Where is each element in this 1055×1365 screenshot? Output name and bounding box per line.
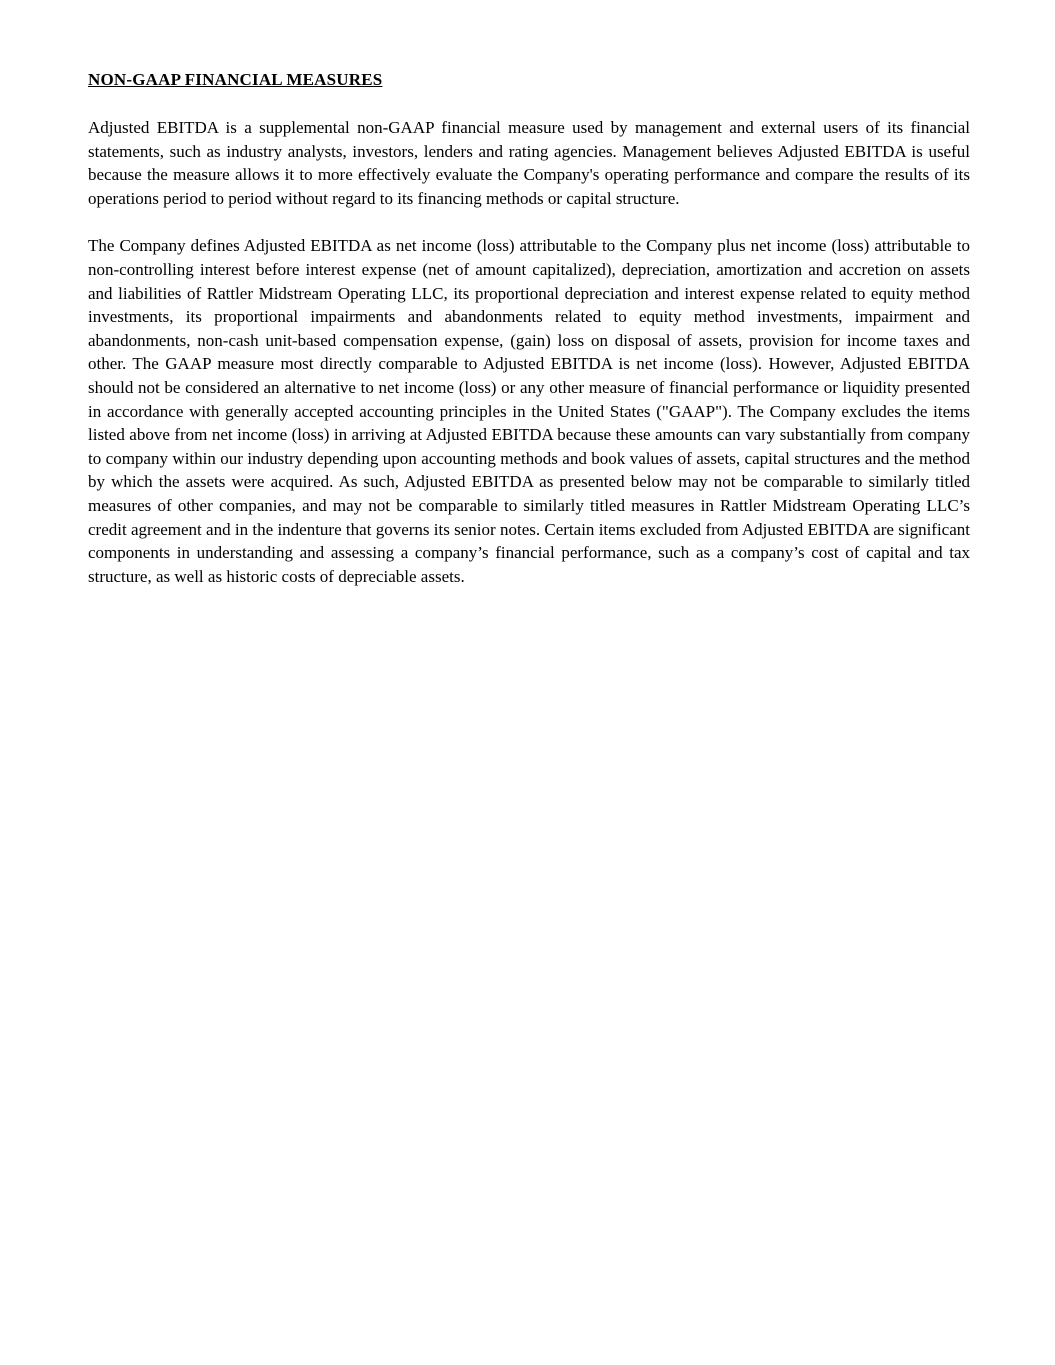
page-title: NON-GAAP FINANCIAL MEASURES — [88, 70, 383, 89]
paragraph-adjusted-ebitda-definition: The Company defines Adjusted EBITDA as net income (loss) attributable to the Company plus net income (loss) attributable to non-controlling interest before interest expense (net of amount capitalized), depreciation, amortization and accretion on assets and liabilities of Rattler Midstream Operating LLC, its proportional depreciation and interest expense related to equity method investments, its proportional impairments and abandonments related to equity method investments, impairment and abandonments, non-cash unit-based compensation expense, (gain) loss on disposal of assets, provision for income taxes and other. The GAAP measure most directly comparable to Adjusted EBITDA is net income (loss). However, Adjusted EBITDA should not be considered an alternative to net income (loss) or any other measure of financial performance or liquidity presented in accordance with generally accepted accounting principles in the United States ("GAAP"). The Company excludes the items listed above from net income (loss) in arriving at Adjusted EBITDA because these amounts can vary substantially from company to company within our industry depending upon accounting methods and book values of assets, capital structures and the method by which the assets were acquired. As such, Adjusted EBITDA as presented below may not be comparable to similarly titled measures of other companies, and may not be comparable to similarly titled measures in Rattler Midstream Operating LLC’s credit agreement and in the indenture that governs its senior notes. Certain items excluded from Adjusted EBITDA are significant components in understanding and assessing a company’s financial performance, such as a company’s cost of capital and tax structure, as well as historic costs of depreciable assets. — [88, 236, 970, 586]
paragraph-adjusted-ebitda-overview: Adjusted EBITDA is a supplemental non-GAAP financial measure used by management and external users of its financial statements, such as industry analysts, investors, lenders and rating agencies. Management believes Adjusted EBITDA is useful because the measure allows it to more effectively evaluate the Company's operating performance and compare the results of its operations period to period without regard to its financing methods or capital structure. — [88, 118, 970, 208]
